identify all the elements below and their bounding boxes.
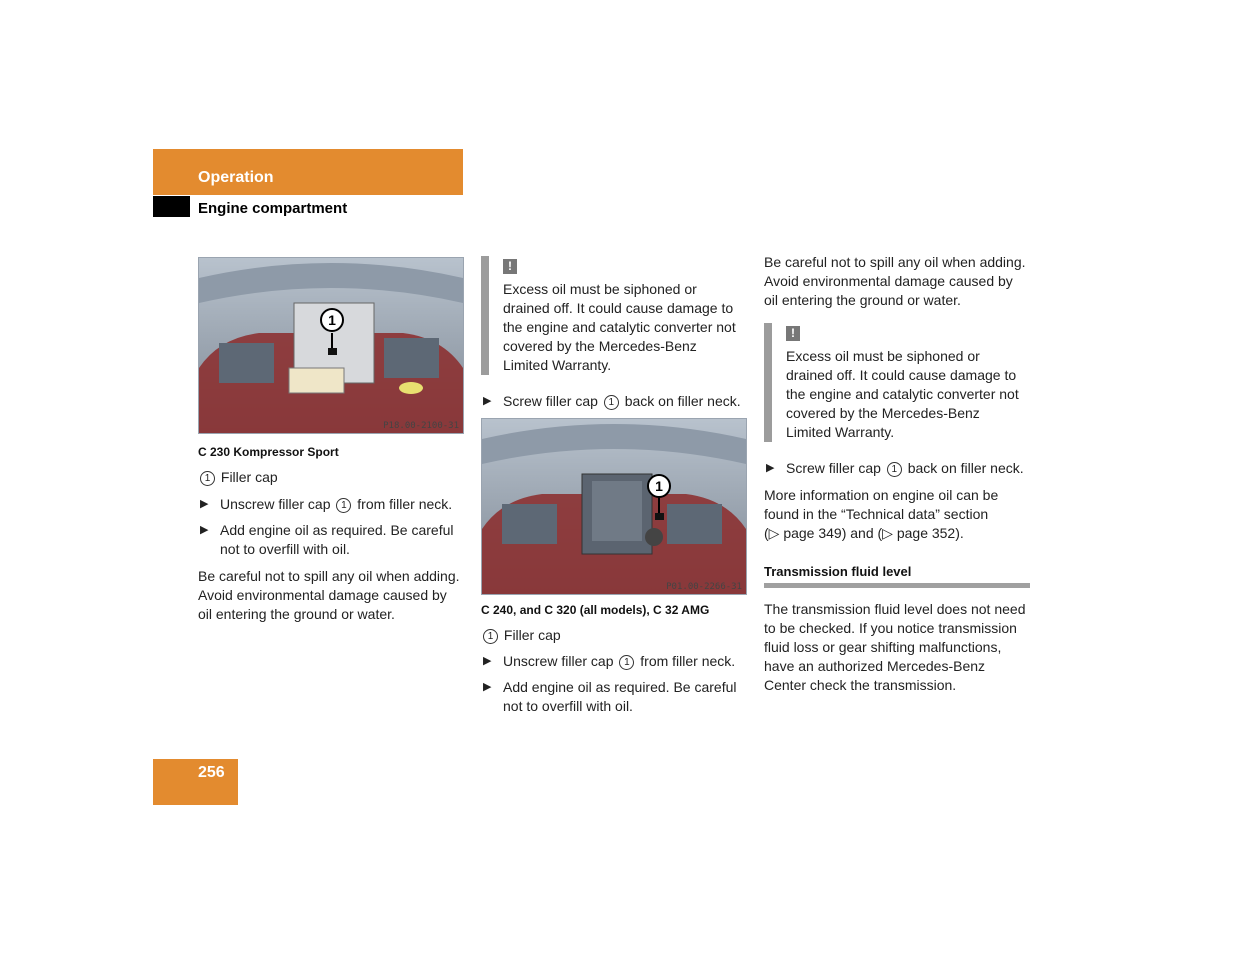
section-heading: Transmission fluid level bbox=[764, 562, 1030, 588]
photo-code: P01.00-2266-31 bbox=[666, 582, 742, 592]
bullet-triangle-icon: ▶ bbox=[766, 462, 775, 474]
subsection-title: Engine compartment bbox=[198, 200, 348, 217]
column-1 bbox=[198, 443, 464, 624]
bullet-triangle-icon: ▶ bbox=[483, 681, 492, 693]
photo-marker: 1 bbox=[328, 312, 336, 328]
info-text: More information on engine oil can be found in the “Technical data” section bbox=[764, 487, 999, 522]
callout-number: 1 bbox=[483, 629, 498, 644]
instruction-step: ▶ Unscrew filler cap 1 from filler neck. bbox=[200, 496, 453, 512]
environment-note: Be careful not to spill any oil when adding. Avoid environmental damage caused by oil entering the ground or water. bbox=[198, 568, 460, 622]
section-title: Operation bbox=[198, 169, 274, 186]
legend-item: 1 Filler cap bbox=[481, 626, 747, 645]
instruction-step: ▶ Screw filler cap 1 back on filler neck. bbox=[766, 460, 1024, 476]
bullet-triangle-icon: ▶ bbox=[483, 655, 492, 667]
legend-item: 1 Filler cap bbox=[198, 468, 464, 487]
page-number-box bbox=[153, 759, 238, 805]
column-2 bbox=[481, 601, 747, 716]
photo-caption: C 230 Kompressor Sport bbox=[198, 445, 339, 459]
instruction-step: ▶ Add engine oil as required. Be careful not to overfill with oil. bbox=[200, 522, 454, 557]
section-body: The transmission fluid level does not need to be checked. If you notice transmission fluid loss or gear shifting malfunctions, have an authorized Mercedes-Benz Center check the transmission. bbox=[764, 601, 1026, 693]
warning-box bbox=[764, 323, 1028, 442]
instruction-step: ▶ Add engine oil as required. Be careful not to overfill with oil. bbox=[483, 679, 737, 714]
warning-box bbox=[481, 256, 745, 375]
engine-illustration bbox=[482, 419, 746, 594]
bullet-triangle-icon: ▶ bbox=[200, 498, 209, 510]
instruction-step: ▶ Unscrew filler cap 1 from filler neck. bbox=[483, 653, 736, 669]
photo-marker: 1 bbox=[655, 478, 663, 494]
column-3-note bbox=[764, 253, 1030, 310]
photo-caption: C 240, and C 320 (all models), C 32 AMG bbox=[481, 603, 710, 617]
engine-illustration bbox=[199, 258, 463, 433]
instruction-step: ▶ Screw filler cap 1 back on filler neck. bbox=[483, 393, 741, 409]
engine-photo-c240 bbox=[481, 418, 747, 595]
column-3 bbox=[764, 459, 1030, 695]
warning-text: Excess oil must be siphoned or drained off. It could cause damage to the engine and catalytic converter not covered by the Mercedes-Benz Limited Warranty. bbox=[786, 348, 1019, 440]
bullet-triangle-icon: ▶ bbox=[483, 395, 492, 407]
warning-icon: ! bbox=[503, 259, 517, 274]
engine-photo-c230 bbox=[198, 257, 464, 434]
photo-code: P18.00-2100-31 bbox=[383, 421, 459, 431]
callout-number: 1 bbox=[200, 471, 215, 486]
bullet-triangle-icon: ▶ bbox=[200, 524, 209, 536]
subsection-marker bbox=[153, 196, 190, 217]
environment-note: Be careful not to spill any oil when adding. Avoid environmental damage caused by oil entering the ground or water. bbox=[764, 254, 1026, 308]
section-header bbox=[153, 149, 463, 195]
warning-text: Excess oil must be siphoned or drained off. It could cause damage to the engine and catalytic converter not covered by the Mercedes-Benz Limited Warranty. bbox=[503, 281, 736, 373]
column-2-step bbox=[481, 392, 747, 411]
page-reference-link[interactable]: (▷ page 349) and (▷ page 352). bbox=[764, 525, 964, 541]
page-number: 256 bbox=[198, 764, 225, 781]
warning-icon: ! bbox=[786, 326, 800, 341]
